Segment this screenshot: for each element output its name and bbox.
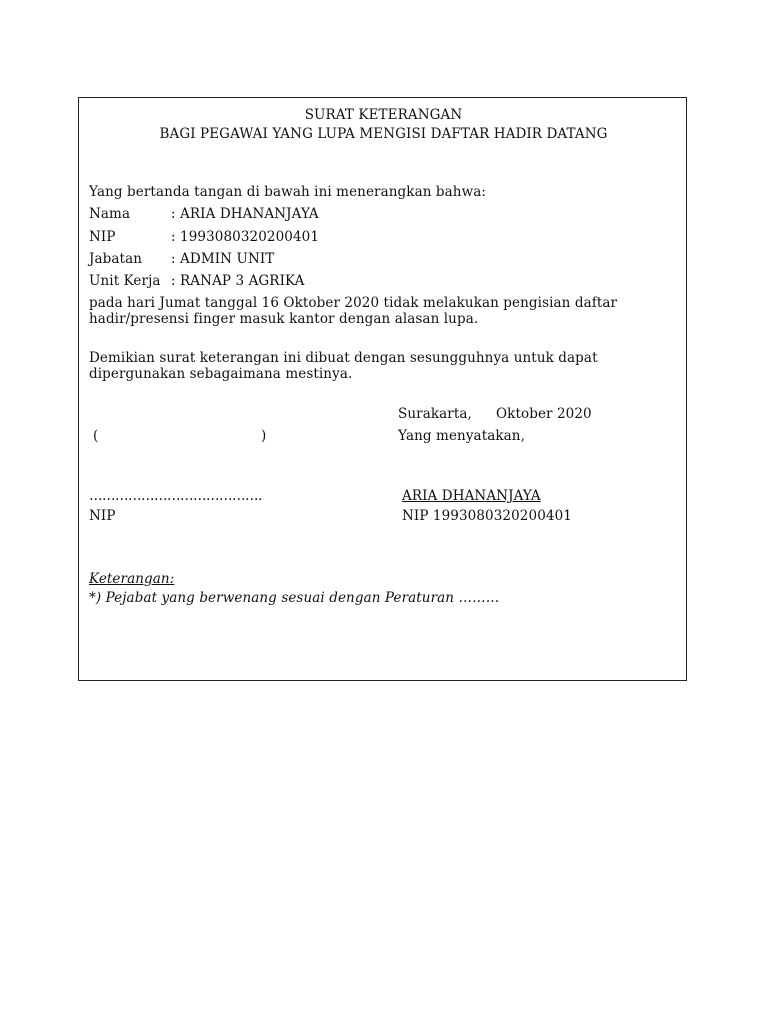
notes-heading: Keterangan: <box>89 571 175 587</box>
official-nip: NIP <box>89 508 116 524</box>
notes-text: *) Pejabat yang berwenang sesuai dengan Peraturan ……… <box>89 590 500 606</box>
closing-line-2: dipergunakan sebagaimana mestinya. <box>89 366 353 382</box>
official-name-placeholder: …………………………………. <box>89 488 262 504</box>
field-label-nip: NIP <box>89 229 116 245</box>
letter-subtitle: BAGI PEGAWAI YANG LUPA MENGISI DAFTAR HADIR DATANG <box>159 126 608 142</box>
signer-name: ARIA DHANANJAYA <box>402 488 541 504</box>
letter-title: SURAT KETERANGAN <box>304 107 463 123</box>
field-value-nama: : ARIA DHANANJAYA <box>171 206 319 222</box>
field-value-nip: : 1993080320200401 <box>171 229 320 245</box>
statement-line-1: pada hari Jumat tanggal 16 Oktober 2020 tidak melakukan pengisian daftar <box>89 295 618 311</box>
signature-date: Oktober 2020 <box>496 406 592 422</box>
official-close-paren: ) <box>261 428 267 444</box>
statement-line-2: hadir/presensi finger masuk kantor dengan alasan lupa. <box>89 311 479 327</box>
intro-text: Yang bertanda tangan di bawah ini menerangkan bahwa: <box>89 184 487 200</box>
field-value-unit-kerja: : RANAP 3 AGRIKA <box>171 273 305 289</box>
signer-label: Yang menyatakan, <box>398 428 525 444</box>
field-value-jabatan: : ADMIN UNIT <box>171 251 275 267</box>
signer-nip: NIP 1993080320200401 <box>402 508 572 524</box>
field-label-unit-kerja: Unit Kerja <box>89 273 161 289</box>
field-label-nama: Nama <box>89 206 131 222</box>
closing-line-1: Demikian surat keterangan ini dibuat dengan sesungguhnya untuk dapat <box>89 350 598 366</box>
field-label-jabatan: Jabatan <box>89 251 143 267</box>
letter-frame <box>78 97 687 681</box>
signature-place: Surakarta, <box>398 406 472 422</box>
official-open-paren: ( <box>93 428 99 444</box>
